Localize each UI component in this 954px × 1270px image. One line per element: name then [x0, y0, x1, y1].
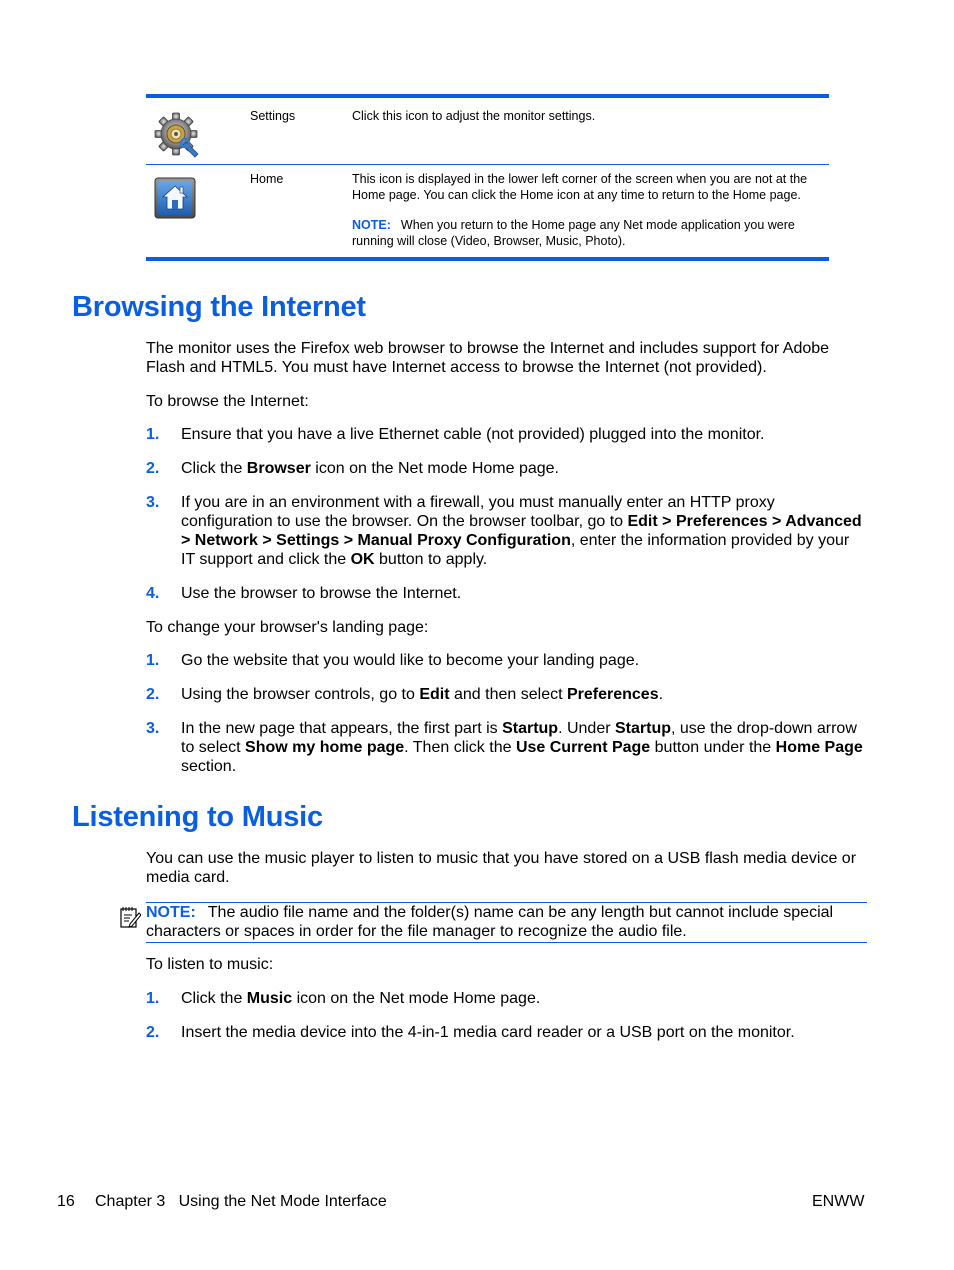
settings-name: Settings	[250, 109, 296, 123]
note-label: NOTE:	[352, 218, 391, 232]
list-item	[146, 685, 868, 704]
section-heading-music: Listening to Music	[72, 801, 323, 833]
table-row-settings	[146, 98, 829, 164]
step-number: 4.	[146, 585, 160, 602]
music-lead: To listen to music:	[146, 956, 274, 973]
section-heading-browsing: Browsing the Internet	[72, 291, 366, 323]
music-intro	[146, 849, 866, 887]
list-item	[146, 493, 868, 569]
table-row-home	[146, 165, 829, 257]
home-description-line: Home page. You can click the Home icon at any time to return to the Home page.	[352, 188, 801, 202]
step-number: 1.	[146, 990, 160, 1007]
list-item	[146, 425, 868, 444]
step-number: 3.	[146, 494, 160, 511]
home-icon	[154, 177, 196, 223]
list-item	[146, 719, 868, 776]
settings-description: Click this icon to adjust the monitor settings.	[352, 109, 596, 123]
step-number: 2.	[146, 460, 160, 477]
home-note	[352, 217, 826, 233]
step-text: Click the Browser icon on the Net mode Home page.	[181, 460, 559, 477]
home-description-line: This icon is displayed in the lower left corner of the screen when you are not at the	[352, 172, 808, 186]
note-box	[146, 902, 867, 943]
gear-icon	[154, 112, 202, 162]
note-icon	[119, 905, 141, 934]
list-item	[146, 584, 868, 603]
step-number: 2.	[146, 686, 160, 703]
step-text: Insert the media device into the 4-in-1 media card reader or a USB port on the monitor.	[181, 1024, 795, 1041]
step-number: 3.	[146, 720, 160, 737]
step-text: Click the Music icon on the Net mode Home page.	[181, 990, 541, 1007]
note-text: NOTE: The audio file name and the folder(s) name can be any length but cannot include special characters or spaces in order for the file manager to recognize the audio file.	[146, 904, 834, 940]
home-note-text: When you return to the Home page any Net mode application you were	[400, 218, 795, 232]
table-bottom-rule	[146, 257, 829, 261]
list-item	[146, 989, 868, 1008]
step-number: 1.	[146, 652, 160, 669]
step-text: In the new page that appears, the first part is Startup. Under Startup, use the drop-down arrow to select Show my home page. Then click the Use Current Page button under the Home Page section.	[181, 720, 863, 775]
footer-code: ENWW	[812, 1193, 865, 1210]
step-text: Use the browser to browse the Internet.	[181, 585, 462, 602]
page-number: 16	[57, 1193, 75, 1210]
browsing-lead-1: To browse the Internet:	[146, 393, 309, 410]
list-item	[146, 651, 868, 670]
browsing-lead-2: To change your browser's landing page:	[146, 619, 429, 636]
home-note-text: running will close (Video, Browser, Music, Photo).	[352, 234, 626, 248]
music-intro-line: media card.	[146, 869, 230, 886]
step-text: Go the website that you would like to become your landing page.	[181, 652, 640, 669]
step-text: Using the browser controls, go to Edit and then select Preferences.	[181, 686, 664, 703]
browsing-intro-line: Flash and HTML5. You must have Internet access to browse the Internet (not provided).	[146, 359, 767, 376]
step-number: 1.	[146, 426, 160, 443]
home-name: Home	[250, 172, 284, 186]
step-text: If you are in an environment with a firewall, you must manually enter an HTTP proxy configuration to use the browser. On the browser toolbar, go to Edit > Preferences > Advanced > Network > Settings > Manual Proxy Configuration, enter the information provided by your IT support and click the OK button to apply.	[181, 494, 862, 568]
browsing-intro	[146, 339, 866, 377]
list-item	[146, 1023, 868, 1042]
icon-table	[146, 94, 829, 261]
step-text: Ensure that you have a live Ethernet cable (not provided) plugged into the monitor.	[181, 426, 765, 443]
step-number: 2.	[146, 1024, 160, 1041]
home-description	[352, 171, 826, 249]
note-label: NOTE:	[146, 904, 196, 921]
music-intro-line: You can use the music player to listen to music that you have stored on a USB flash media device or	[146, 850, 857, 867]
chapter-title: Chapter 3 Using the Net Mode Interface	[95, 1193, 387, 1210]
list-item	[146, 459, 868, 478]
browsing-intro-line: The monitor uses the Firefox web browser to browse the Internet and includes support for Adobe	[146, 340, 830, 357]
